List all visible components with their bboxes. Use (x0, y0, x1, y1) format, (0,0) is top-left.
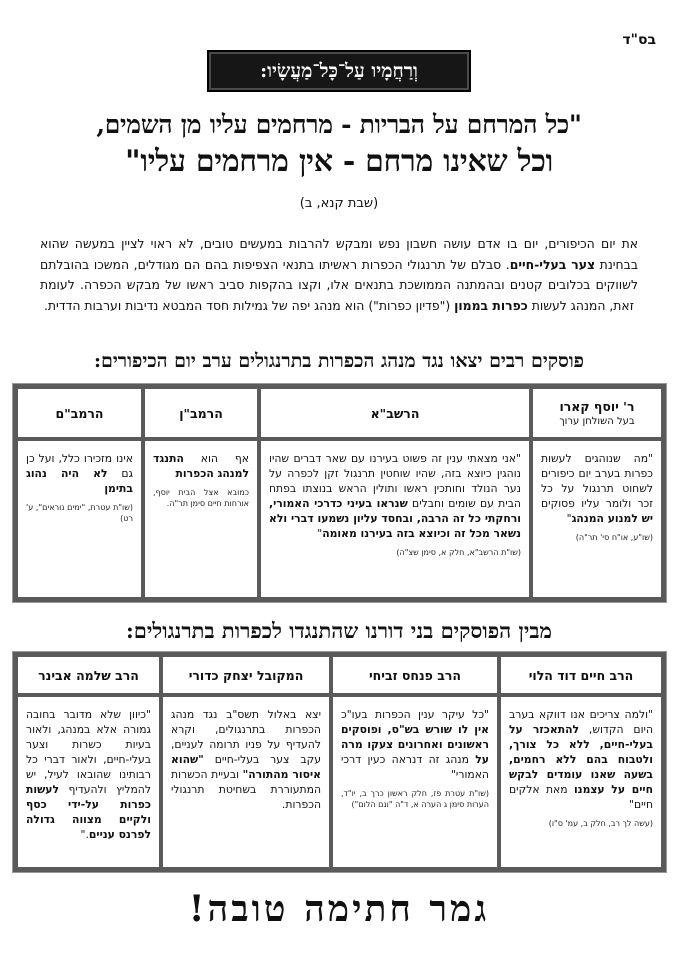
section2-title: מבין הפוסקים בני דורנו שהתנגדו לכפרות בתרנגולים: (126, 618, 552, 643)
posek-subtitle: בעל השולחן ערוך (559, 416, 635, 427)
section1-col-ramban (141, 389, 257, 597)
posek-text (541, 451, 653, 526)
citation: (עשה לך רב, חלק ב, עמ' ס"ו) (548, 819, 653, 828)
posek-text (269, 451, 521, 541)
citation: כמובא אצל הבית יוסף, אורחות חיים סימן תר"ה. (153, 488, 249, 508)
bold-run: התנגד למנהג הכפרות (153, 452, 249, 480)
text-run: ובעיית הכשרות המתעוררת בשחיטת תרנגולי הכפרות. (171, 768, 321, 811)
bold-run: אין לו שורש בש"ס, ופוסקים ראשונים ואחרונים צעקו מרה על (341, 723, 489, 766)
posek-text (153, 451, 249, 481)
col-body (261, 441, 529, 597)
quote-source: (שבת קנא, ב) (299, 196, 379, 211)
posek-text (26, 707, 151, 842)
col-header (163, 657, 329, 697)
text-run: "כיוון שלא מדובר בחובה גמורה אלא במנהג, ולאור בעיות כשרות וצער בעלי-חיים, ולאור דברי כל רבותינו שהובאו לעיל, יש להמליץ ולהעדיף (26, 708, 151, 796)
posek-name: הרב פנחס זביחי (369, 667, 461, 683)
col-body (18, 697, 159, 867)
text-run: "כל עיקר ענין הכפרות בעו"כ (341, 708, 489, 721)
col-body (501, 697, 661, 867)
bold-run: לא היה נהוג בתימן (26, 467, 133, 495)
text-run: אינו מזכירו כלל, ועל כן גם (26, 452, 134, 480)
section1-title: פוסקים רבים יצאו נגד מנהג הכפרות בתרנגולים ערב יום הכיפורים: (93, 350, 585, 372)
text-run: "ולמה צריכים אנו דווקא בערב היום הקדוש, (509, 708, 653, 736)
col-body (533, 441, 661, 597)
text-run: "אני מצאתי ענין זה פשוט בעירנו עם שאר דברים שהיו נוהגין כיוצא בזה, שהיו שוחטין תרנגול זקן לכפרה על נער הנולד וחותכין ראשו ותולין הראש בנוצתו בפתח הבית עם שומים וחבלים (269, 452, 521, 510)
citation: (שו"ת הרשב"א, חלק א, סימן שצ"ה) (396, 548, 521, 557)
col-header (18, 389, 141, 441)
posek-name: המקובל יצחק כדורי (188, 667, 304, 683)
citation: (שו"ת עטרת פז, חלק ראשון כרך ב, יו"ד, הערות סימן ג הערה א, ד"ה "ונם הלום") (341, 789, 489, 809)
verse-banner: וְרַחֲמָיו עַל־כָּל־מַעֲשָׂיו: (207, 50, 471, 92)
quote-line-1: "כל המרחם על הבריות - מרחמים עליו מן השמים, (96, 110, 582, 139)
bold-run: "שהוא איסור מהתורה" (171, 753, 321, 781)
posek-name: הרמב"ן (179, 405, 223, 421)
section2-col-kaduri (159, 657, 329, 867)
text-run: אף הוא (183, 452, 249, 465)
bold-run: להתאכזר על בעלי-חיים, ללא כל צורך, ולטבוח בהם ללא רחמים, בשעה שאנו עומדים לבקש חיים על עצמנו (509, 723, 654, 796)
posek-text (509, 707, 653, 812)
bold-run: שנראו בעיני כדרכי האמורי, ורחקתי כל זה הרבה, ובחסד עליון נשמעו דברי ולא נשאר מכל זה וכיוצא בזה בעירנו מאומה (269, 497, 521, 540)
text-run: " (317, 527, 323, 540)
posek-name: הרב חיים דוד הלוי (528, 667, 634, 683)
posek-name: הרשב"א (370, 405, 420, 421)
intro-text-2: . סבלם של תרנגולי הכפרות ראשיתו בתנאי הצפיפות בהם הם מגודלים, המשכו בהובלתם לשווקים בכלובים קטנים ובהמתנה הממושכת בתנאים אלו, וקצו בהקפות סביב ראשו של מבקש הכפרה. לעומת זאת, המנהג לעשות (40, 256, 638, 313)
section2-table (13, 652, 666, 872)
section1-col-karo (529, 389, 661, 597)
bold-run: יש למנוע המנהג (571, 512, 653, 525)
col-body (145, 441, 257, 597)
intro-paragraph (40, 234, 638, 316)
quote-line-2: וכל שאינו מרחם - אין מרחמים עליו" (125, 144, 553, 179)
col-body (333, 697, 497, 867)
intro-bold-2: כפרות בממון (454, 297, 528, 313)
citation: (שו"ע, או"ח סי' תר"ה) (575, 533, 653, 542)
col-header (533, 389, 661, 441)
intro-text-3: ("פדיון כפרות") הוא מנהג יפה של גמילות חסד המבטא נדיבות וערבות הדדית. (43, 297, 455, 313)
section2-col-halevi (497, 657, 661, 867)
section1-col-rashba (257, 389, 529, 597)
section2-col-zvihi (329, 657, 497, 867)
intro-bold-1: צער בעלי-חיים (509, 256, 596, 272)
text-run: מנהג זה דנראה כעין דרכי האמורי" (341, 753, 489, 781)
col-header (333, 657, 497, 697)
text-run: מאת אלקים חיים" (509, 783, 653, 811)
text-run: "מה שנוהגים לעשות כפרות בערב יום כיפורים לשחוט תרנגול על כל זכר ולומר עליו פסוקים (541, 452, 653, 510)
closing-greeting: גמר חתימה טובה! (188, 888, 490, 930)
bold-run: לעשות כפרות על-ידי כסף ולקיים מצווה גדולה לפרנס עניים (26, 783, 151, 841)
section2-col-aviner (18, 657, 159, 867)
bsd-mark: בס"ד (622, 32, 656, 48)
section1-col-rambam (18, 389, 141, 597)
text-run: ." (80, 828, 89, 841)
intro-text-1: את יום הכיפורים, יום בו אדם עושה חשבון נפש ומבקש להרבות במעשים טובים, לא ראוי לציין במעשה שהוא בבחינת (40, 236, 638, 272)
col-body (18, 441, 141, 597)
text-run: יצא באלול תשס"ב נגד מנהג הכפרות בתרנגולים, וקרא להעדיף על פניו תרומה לעניים, עקב צער בעלי-חיים (171, 708, 321, 766)
text-run: " (566, 512, 572, 525)
posek-text (26, 451, 133, 496)
posek-name: ר' יוסף קארו (559, 399, 635, 414)
citation: (שו"ת עטרת, "ימים נוראים", ע' רט) (26, 503, 133, 523)
col-header (18, 657, 159, 697)
posek-text (171, 707, 321, 812)
posek-name: הרמב"ם (55, 405, 104, 421)
posek-name: הרב שלמה אבינר (38, 667, 139, 683)
col-header (261, 389, 529, 441)
col-body (163, 697, 329, 867)
col-header (145, 389, 257, 441)
col-header (501, 657, 661, 697)
posek-text (341, 707, 489, 782)
section1-table (13, 384, 666, 602)
